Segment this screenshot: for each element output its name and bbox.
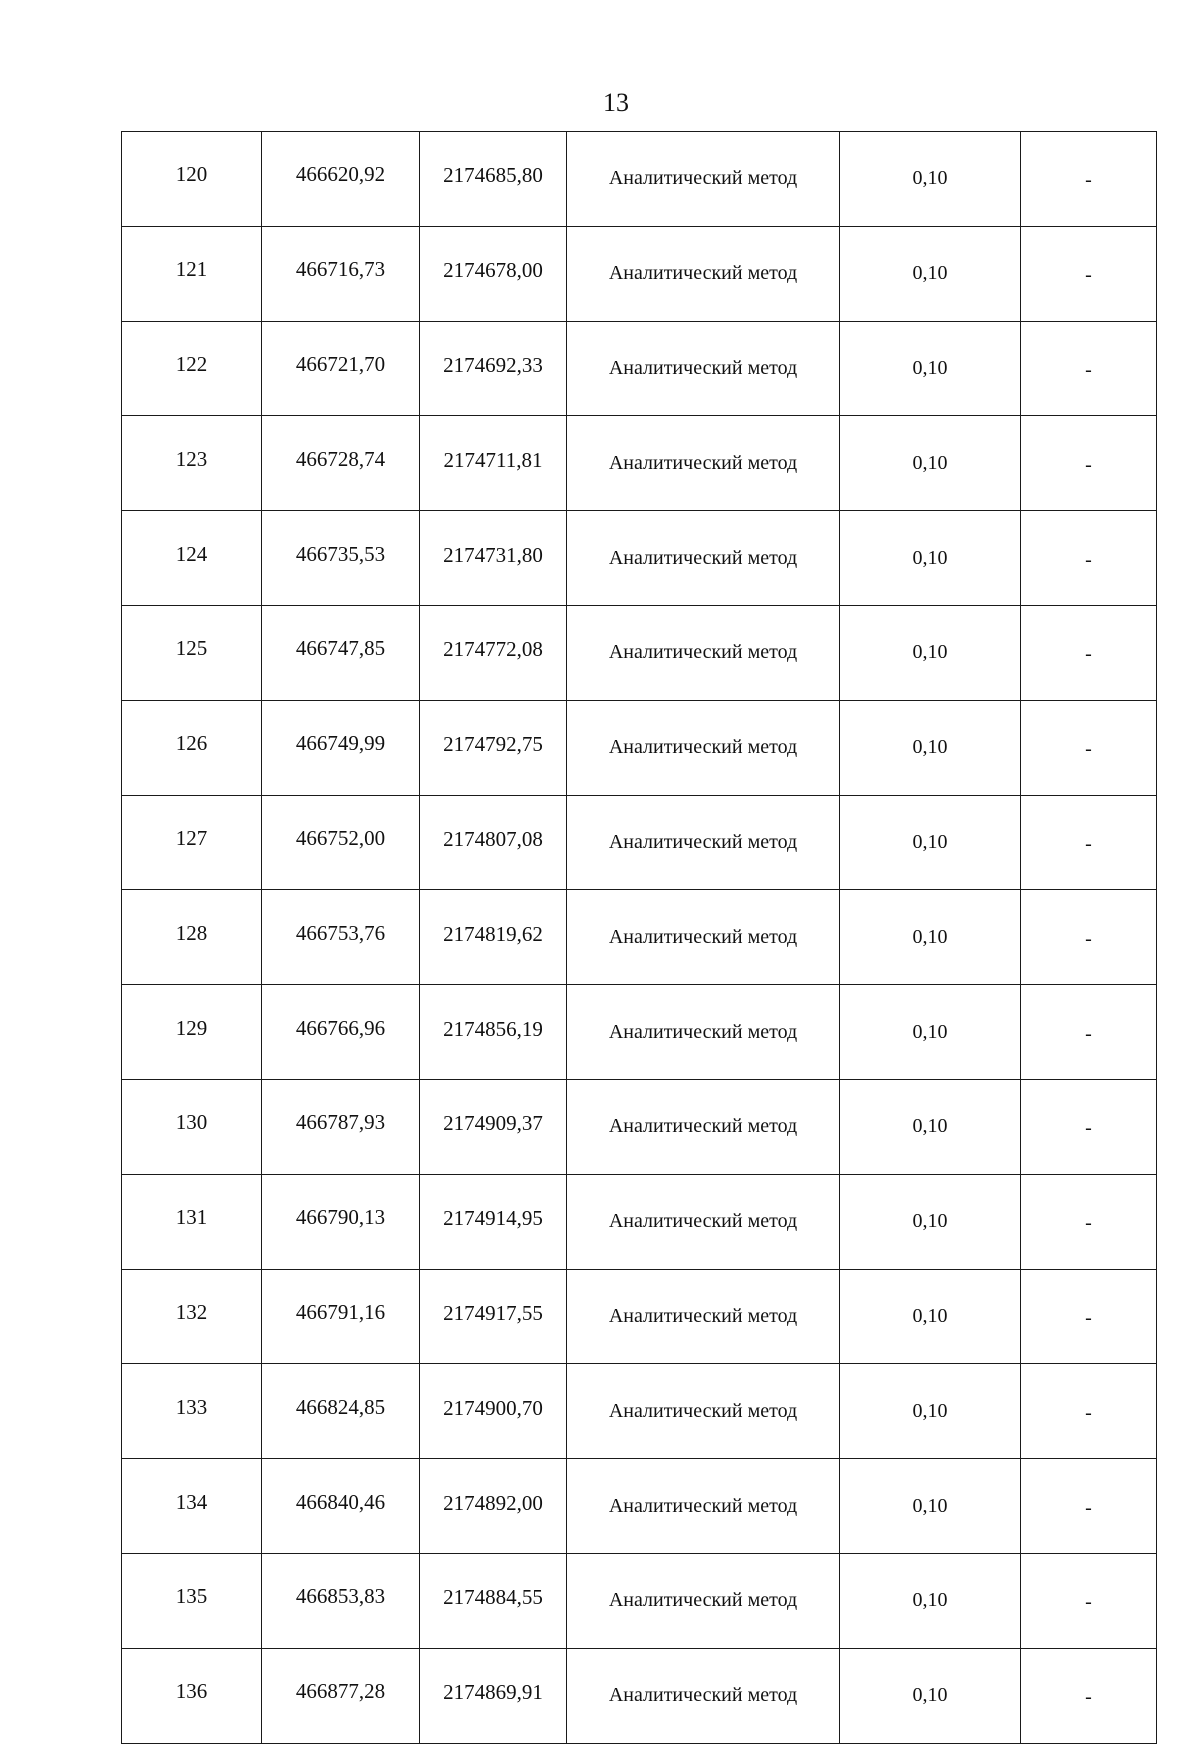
point-number-cell: 131 [122,1174,262,1269]
table-row [122,226,1157,321]
y-coordinate-cell: 2174819,62 [420,890,567,985]
x-coordinate-cell: 466791,16 [262,1269,420,1364]
y-coordinate-cell: 2174869,91 [420,1648,567,1743]
y-coordinate-cell: 2174678,00 [420,226,567,321]
table-row [122,132,1157,227]
note-cell: - [1021,1269,1157,1364]
table-row [122,1079,1157,1174]
x-coordinate-cell: 466752,00 [262,795,420,890]
y-coordinate-cell: 2174892,00 [420,1459,567,1554]
method-cell: Аналитический метод [567,1079,840,1174]
x-coordinate-cell: 466716,73 [262,226,420,321]
y-coordinate-cell: 2174711,81 [420,416,567,511]
point-number-cell: 120 [122,132,262,227]
y-coordinate-cell: 2174772,08 [420,605,567,700]
x-coordinate-cell: 466824,85 [262,1364,420,1459]
table-row [122,795,1157,890]
note-cell: - [1021,1079,1157,1174]
accuracy-cell: 0,10 [840,1174,1021,1269]
note-cell: - [1021,321,1157,416]
point-number-cell: 127 [122,795,262,890]
x-coordinate-cell: 466877,28 [262,1648,420,1743]
point-number-cell: 135 [122,1553,262,1648]
y-coordinate-cell: 2174692,33 [420,321,567,416]
note-cell: - [1021,226,1157,321]
method-cell: Аналитический метод [567,605,840,700]
note-cell: - [1021,700,1157,795]
y-coordinate-cell: 2174909,37 [420,1079,567,1174]
accuracy-cell: 0,10 [840,1648,1021,1743]
accuracy-cell: 0,10 [840,985,1021,1080]
note-cell: - [1021,1648,1157,1743]
point-number-cell: 122 [122,321,262,416]
table-row [122,1648,1157,1743]
x-coordinate-cell: 466728,74 [262,416,420,511]
point-number-cell: 134 [122,1459,262,1554]
accuracy-cell: 0,10 [840,511,1021,606]
accuracy-cell: 0,10 [840,605,1021,700]
note-cell: - [1021,132,1157,227]
point-number-cell: 128 [122,890,262,985]
table-row [122,985,1157,1080]
point-number-cell: 125 [122,605,262,700]
table-row [122,1174,1157,1269]
point-number-cell: 136 [122,1648,262,1743]
note-cell: - [1021,1553,1157,1648]
y-coordinate-cell: 2174917,55 [420,1269,567,1364]
accuracy-cell: 0,10 [840,890,1021,985]
point-number-cell: 124 [122,511,262,606]
accuracy-cell: 0,10 [840,795,1021,890]
point-number-cell: 132 [122,1269,262,1364]
table-row [122,1553,1157,1648]
table-row [122,1459,1157,1554]
y-coordinate-cell: 2174731,80 [420,511,567,606]
note-cell: - [1021,1174,1157,1269]
table-row [122,1364,1157,1459]
method-cell: Аналитический метод [567,700,840,795]
note-cell: - [1021,795,1157,890]
x-coordinate-cell: 466790,13 [262,1174,420,1269]
y-coordinate-cell: 2174792,75 [420,700,567,795]
x-coordinate-cell: 466620,92 [262,132,420,227]
method-cell: Аналитический метод [567,890,840,985]
method-cell: Аналитический метод [567,1174,840,1269]
page-number: 13 [603,88,629,117]
method-cell: Аналитический метод [567,1459,840,1554]
note-cell: - [1021,985,1157,1080]
accuracy-cell: 0,10 [840,132,1021,227]
accuracy-cell: 0,10 [840,1269,1021,1364]
method-cell: Аналитический метод [567,1364,840,1459]
y-coordinate-cell: 2174900,70 [420,1364,567,1459]
table-row [122,1269,1157,1364]
x-coordinate-cell: 466787,93 [262,1079,420,1174]
point-number-cell: 121 [122,226,262,321]
y-coordinate-cell: 2174914,95 [420,1174,567,1269]
note-cell: - [1021,890,1157,985]
method-cell: Аналитический метод [567,1269,840,1364]
x-coordinate-cell: 466749,99 [262,700,420,795]
x-coordinate-cell: 466721,70 [262,321,420,416]
note-cell: - [1021,1459,1157,1554]
coordinates-table [121,131,1157,1744]
x-coordinate-cell: 466766,96 [262,985,420,1080]
y-coordinate-cell: 2174807,08 [420,795,567,890]
x-coordinate-cell: 466735,53 [262,511,420,606]
accuracy-cell: 0,10 [840,1364,1021,1459]
table-row [122,890,1157,985]
accuracy-cell: 0,10 [840,1079,1021,1174]
point-number-cell: 130 [122,1079,262,1174]
note-cell: - [1021,1364,1157,1459]
accuracy-cell: 0,10 [840,700,1021,795]
point-number-cell: 129 [122,985,262,1080]
y-coordinate-cell: 2174685,80 [420,132,567,227]
y-coordinate-cell: 2174856,19 [420,985,567,1080]
method-cell: Аналитический метод [567,1553,840,1648]
accuracy-cell: 0,10 [840,321,1021,416]
y-coordinate-cell: 2174884,55 [420,1553,567,1648]
note-cell: - [1021,605,1157,700]
method-cell: Аналитический метод [567,985,840,1080]
table-row [122,605,1157,700]
x-coordinate-cell: 466853,83 [262,1553,420,1648]
method-cell: Аналитический метод [567,321,840,416]
method-cell: Аналитический метод [567,132,840,227]
x-coordinate-cell: 466747,85 [262,605,420,700]
note-cell: - [1021,511,1157,606]
accuracy-cell: 0,10 [840,1553,1021,1648]
note-cell: - [1021,416,1157,511]
x-coordinate-cell: 466840,46 [262,1459,420,1554]
point-number-cell: 126 [122,700,262,795]
table-row [122,511,1157,606]
table-row [122,321,1157,416]
method-cell: Аналитический метод [567,511,840,606]
accuracy-cell: 0,10 [840,226,1021,321]
table-row [122,700,1157,795]
method-cell: Аналитический метод [567,795,840,890]
point-number-cell: 133 [122,1364,262,1459]
method-cell: Аналитический метод [567,1648,840,1743]
accuracy-cell: 0,10 [840,1459,1021,1554]
table-row [122,416,1157,511]
accuracy-cell: 0,10 [840,416,1021,511]
x-coordinate-cell: 466753,76 [262,890,420,985]
method-cell: Аналитический метод [567,416,840,511]
method-cell: Аналитический метод [567,226,840,321]
point-number-cell: 123 [122,416,262,511]
